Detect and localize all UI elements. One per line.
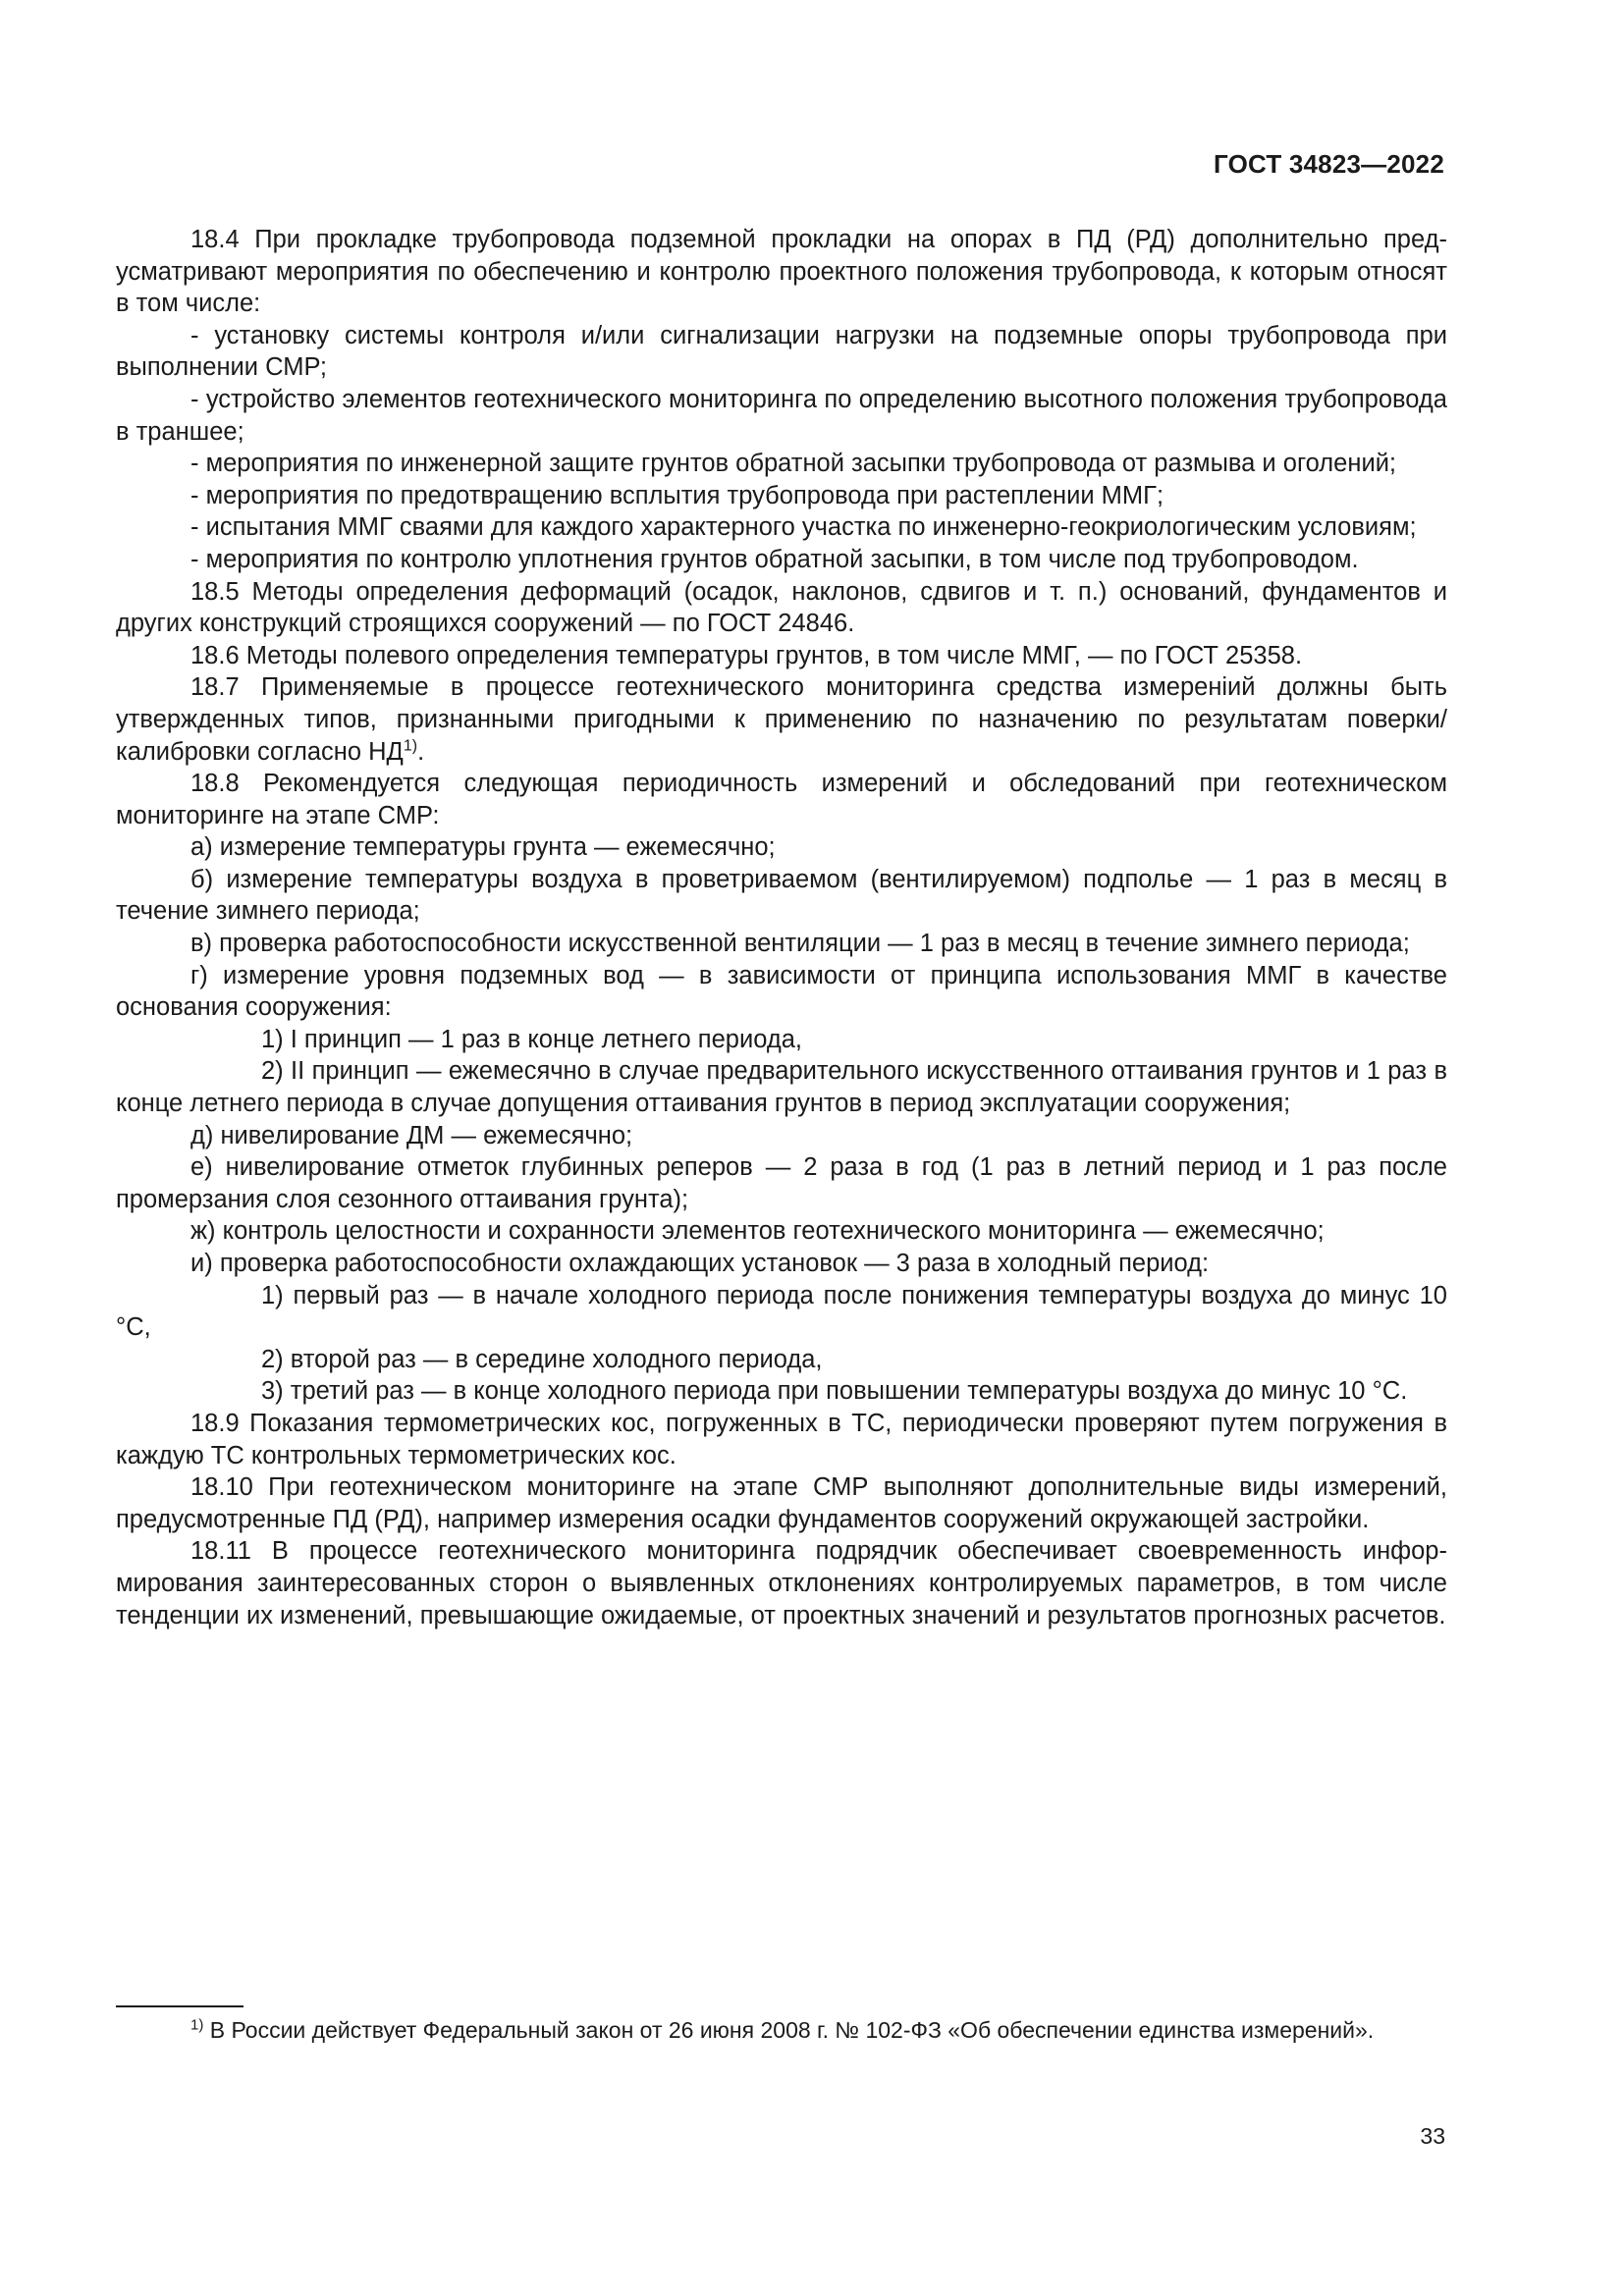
paragraph-18-10: 18.10 При геотехническом мониторинге на этапе СМР выполняют дополнительные виды измерений, предусмотренные ПД (РД), например измерения осадки фундаментов сооружений окружающей застройки. — [116, 1473, 1447, 1533]
page-number: 33 — [1420, 2123, 1445, 2149]
list-item: - мероприятия по предотвращению всплытия трубопровода при растеплении ММГ; — [190, 481, 1164, 509]
footnote-divider — [116, 2005, 244, 2007]
footnote-reference[interactable]: 1) — [403, 737, 418, 754]
paragraph-18-4: 18.4 При прокладке трубопровода подземной прокладки на опорах в ПД (РД) дополнительно предусматривают мероприятия по обеспечению и контролю проектного положения трубопровода, к которым относят в том числе: — [116, 226, 1447, 318]
list-item: - установку системы контроля и/или сигнализации нагрузки на подземные опоры трубопровода при выполнении СМР; — [116, 321, 1447, 382]
paragraph-18-6: 18.6 Методы полевого определения температуры грунтов, в том числе ММГ, — по ГОСТ 25358. — [190, 641, 1303, 669]
list-item: е) нивелирование отметок глубинных реперов — 2 раза в год (1 раз в летний период и 1 раз после промерзания слоя сезонного оттаивания грунта); — [116, 1153, 1447, 1213]
sub-list-item: 2) второй раз — в середине холодного периода, — [261, 1345, 823, 1373]
document-body — [116, 224, 1447, 1631]
list-item: и) проверка работоспособности охлаждающих установок — 3 раза в холодный период: — [190, 1250, 1210, 1277]
paragraph-18-5: 18.5 Методы определения деформаций (осадок, наклонов, сдвигов и т. п.) оснований, фундаментов и других конструкций строящихся сооружений — по ГОСТ 24846. — [116, 577, 1447, 638]
footnote-text: В России действует Федеральный закон от 26 июня 2008 г. № 102-ФЗ «Об обеспечении единства измерений». — [203, 2017, 1375, 2043]
list-item: ж) контроль целостности и сохранности элементов геотехнического мониторинга — ежемесячно; — [190, 1217, 1325, 1246]
list-item: б) измерение температуры воздуха в проветриваемом (вентилируемом) подполье — 1 раз в месяц в течение зимнего периода; — [116, 865, 1447, 926]
paragraph-18-7 — [116, 671, 1447, 768]
footnote-marker: 1) — [190, 2016, 204, 2034]
sub-list-item: 3) третий раз — в конце холодного периода при повышении температуры воздуха до минус 10 °С. — [261, 1377, 1408, 1406]
paragraph-18-9: 18.9 Показания термометрических кос, погруженных в ТС, периодически проверяют путем погружения в каждую ТС контрольных термометрических кос. — [116, 1409, 1447, 1469]
sub-list-item: 2) II принцип — ежемесячно в случае предварительного искусственного оттаивания грунтов и 1 раз в конце летнего периода в случае допущения оттаивания грунтов в период эксплуатации сооружения; — [116, 1057, 1447, 1118]
list-item: - устройство элементов геотехнического мониторинга по определению высотного положения трубопровода в траншее; — [116, 385, 1447, 446]
paragraph-18-11: 18.11 В процессе геотехнического мониторинга подрядчик обеспечивает своевременность информирования заинтересованных сторон о выявленных отклонениях контролируемых параметров, в том числе тенденции их изменений, превышающие ожидаемые, от проектных значений и результатов прогнозных расчетов. — [116, 1537, 1447, 1629]
list-item: г) измерение уровня подземных вод — в зависимости от принципа использования ММГ в качестве основания сооружения: — [116, 961, 1447, 1022]
list-item: в) проверка работоспособности искусственной вентиляции — 1 раз в месяц в течение зимнего периода; — [190, 930, 1410, 958]
list-item: - испытания ММГ сваями для каждого характерного участка по инженерно-геокриологическим условиям; — [190, 513, 1417, 542]
list-item: - мероприятия по контролю уплотнения грунтов обратной засыпки, в том числе под трубопроводом. — [190, 545, 1359, 573]
list-item: д) нивелирование ДМ — ежемесячно; — [190, 1121, 633, 1149]
list-item: - мероприятия по инженерной защите грунтов обратной засыпки трубопровода от размыва и оголений; — [190, 450, 1397, 478]
sub-list-item: 1) I принцип — 1 раз в конце летнего периода, — [261, 1025, 802, 1053]
sub-list-item: 1) первый раз — в начале холодного периода после понижения температуры воздуха до минус 10 °С, — [116, 1281, 1447, 1342]
footnote — [116, 2014, 1447, 2046]
paragraph-end: . — [417, 737, 425, 766]
list-item: а) измерение температуры грунта — ежемесячно; — [190, 833, 776, 862]
document-header-title: ГОСТ 34823—2022 — [1214, 149, 1444, 179]
paragraph-text: 18.7 Применяемые в процессе геотехнического мониторинга средства измеренiий должны быть утвержденных типов, признанными пригодными к применению по назначению по результатам поверки/калибровки согласно НД — [116, 673, 1447, 766]
paragraph-18-8: 18.8 Рекомендуется следующая периодичность измерений и обследований при геотехническом мониторинге на этапе СМР: — [116, 770, 1447, 829]
